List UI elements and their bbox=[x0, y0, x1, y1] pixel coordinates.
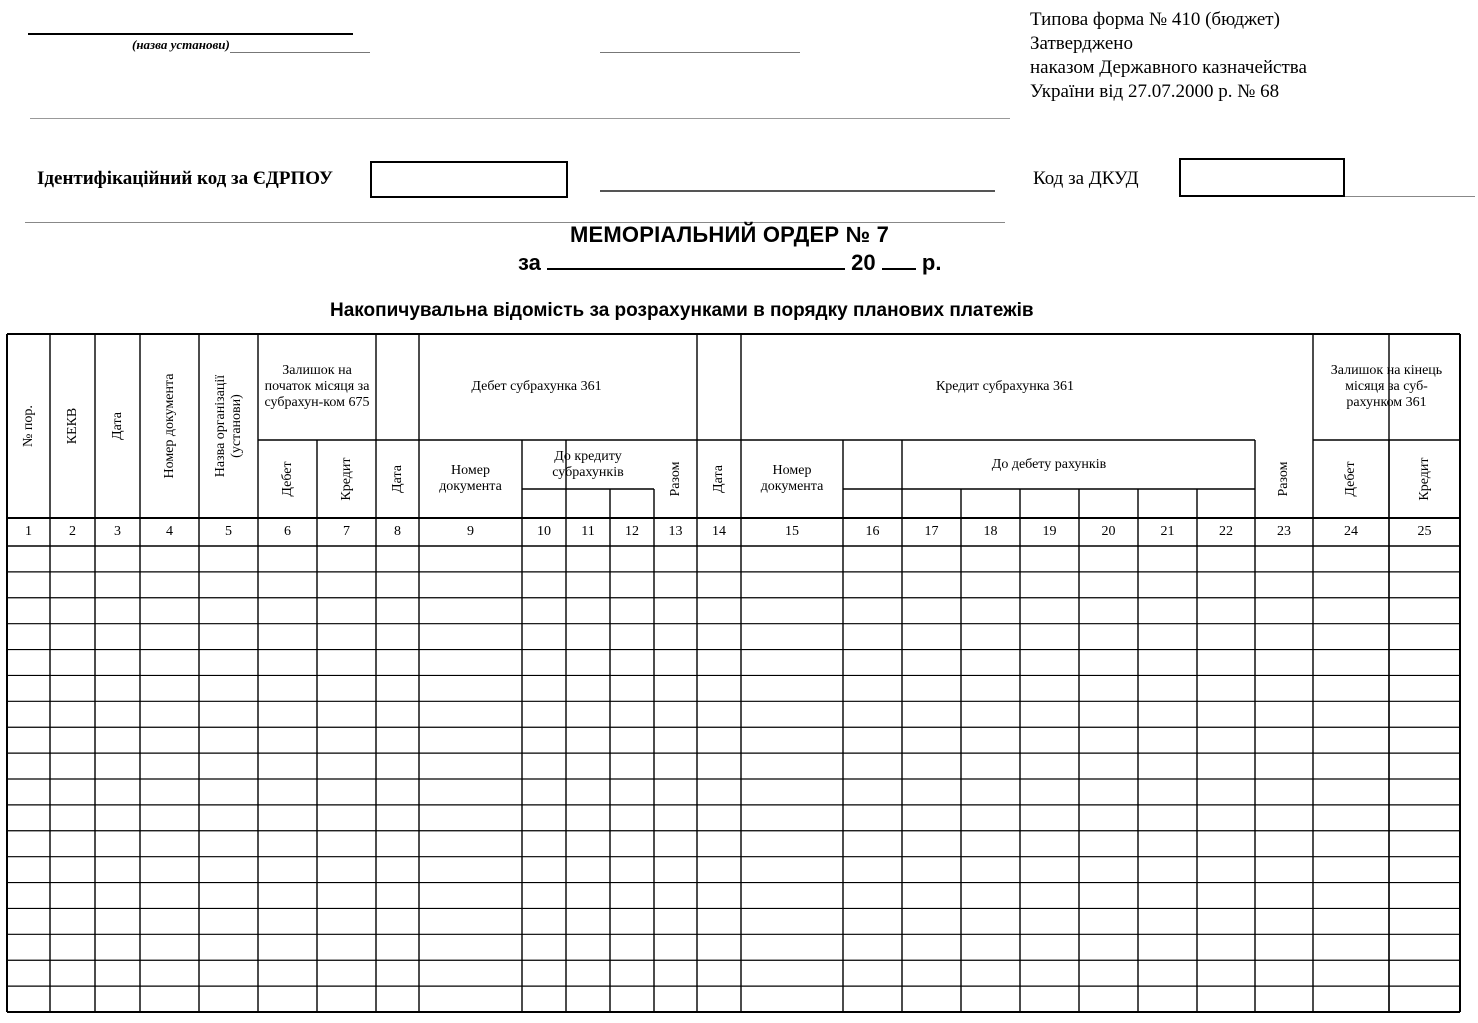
header-debit-361: Дебет субрахунка 361 bbox=[471, 379, 602, 394]
date-suffix: р. bbox=[921, 250, 942, 275]
column-number-7: 7 bbox=[343, 524, 350, 539]
form-line-1: Типова форма № 410 (бюджет) bbox=[1030, 9, 1280, 30]
column-number-6: 6 bbox=[284, 524, 291, 539]
column-number-23: 23 bbox=[1277, 524, 1291, 539]
column-number-10: 10 bbox=[537, 524, 551, 539]
header-date-debit: Дата bbox=[389, 465, 405, 493]
column-number-20: 20 bbox=[1101, 524, 1116, 539]
column-number-8: 8 bbox=[394, 524, 401, 539]
header-credit-opening: Кредит bbox=[338, 457, 354, 501]
column-number-19: 19 bbox=[1042, 524, 1057, 539]
column-number-15: 15 bbox=[785, 524, 799, 539]
table-subtitle: Накопичувальна відомість за розрахунками в порядку планових платежів bbox=[330, 300, 1034, 321]
column-number-25: 25 bbox=[1417, 524, 1432, 539]
form-line-4: України від 27.07.2000 р. № 68 bbox=[1030, 81, 1280, 102]
header-credit-closing: Кредит bbox=[1416, 457, 1432, 501]
institution-caption: (назва установи) bbox=[132, 37, 230, 52]
header-kekv: КЕКВ bbox=[64, 407, 80, 445]
header-total-debit: Разом bbox=[667, 461, 683, 497]
document-title: МЕМОРІАЛЬНИЙ ОРДЕР № 7 bbox=[570, 222, 890, 247]
column-number-22: 22 bbox=[1219, 524, 1233, 539]
column-number-24: 24 bbox=[1344, 524, 1358, 539]
column-number-4: 4 bbox=[166, 524, 173, 539]
column-number-9: 9 bbox=[467, 524, 474, 539]
header-debit-closing: Дебет bbox=[1343, 461, 1358, 497]
header-opening-balance: Залишок на початок місяця за субрахун-ком 675 bbox=[264, 363, 370, 410]
column-number-16: 16 bbox=[865, 524, 880, 539]
header-debit-opening: Дебет bbox=[279, 461, 295, 497]
header-credit-361: Кредит субрахунка 361 bbox=[935, 379, 1075, 394]
dkud-label: Код за ДКУД bbox=[1033, 168, 1139, 189]
header-to-debit-accounts: До дебету рахунків bbox=[991, 456, 1107, 472]
header-org-name-line2: (установи) bbox=[228, 394, 244, 458]
column-number-2: 2 bbox=[69, 524, 76, 539]
date-year: 20 bbox=[851, 250, 876, 275]
column-number-14: 14 bbox=[712, 524, 726, 539]
column-number-1: 1 bbox=[25, 524, 32, 539]
column-number-12: 12 bbox=[625, 524, 639, 539]
header-doc-number-debit: Номер документа bbox=[439, 463, 502, 494]
column-number-18: 18 bbox=[983, 524, 998, 539]
column-number-5: 5 bbox=[225, 524, 232, 539]
header-date: Дата bbox=[109, 412, 125, 440]
header-org-name-line1: Назва організації bbox=[212, 374, 228, 478]
header-org-name bbox=[213, 341, 245, 511]
form-line-3: наказом Державного казначейства bbox=[1030, 57, 1307, 78]
column-number-21: 21 bbox=[1160, 524, 1175, 539]
column-number-17: 17 bbox=[924, 524, 939, 539]
form-line-2: Затверджено bbox=[1030, 33, 1133, 54]
column-number-13: 13 bbox=[668, 524, 683, 539]
header-total-credit: Разом bbox=[1276, 461, 1291, 497]
header-date-credit: Дата bbox=[711, 465, 726, 493]
date-prefix: за bbox=[518, 250, 541, 275]
edrpou-label: Ідентифікаційний код за ЄДРПОУ bbox=[37, 168, 333, 189]
column-number-11: 11 bbox=[581, 524, 595, 539]
header-doc-number-credit: Номер документа bbox=[760, 463, 824, 494]
header-no: № пор. bbox=[20, 405, 36, 447]
header-to-credit-subaccounts: До кредиту субрахунків bbox=[552, 448, 624, 480]
header-doc-number: Номер документа bbox=[161, 373, 177, 479]
header-closing-balance: Залишок на кінець місяця за суб-рахунком 361 bbox=[1330, 363, 1443, 410]
column-number-3: 3 bbox=[114, 524, 121, 539]
